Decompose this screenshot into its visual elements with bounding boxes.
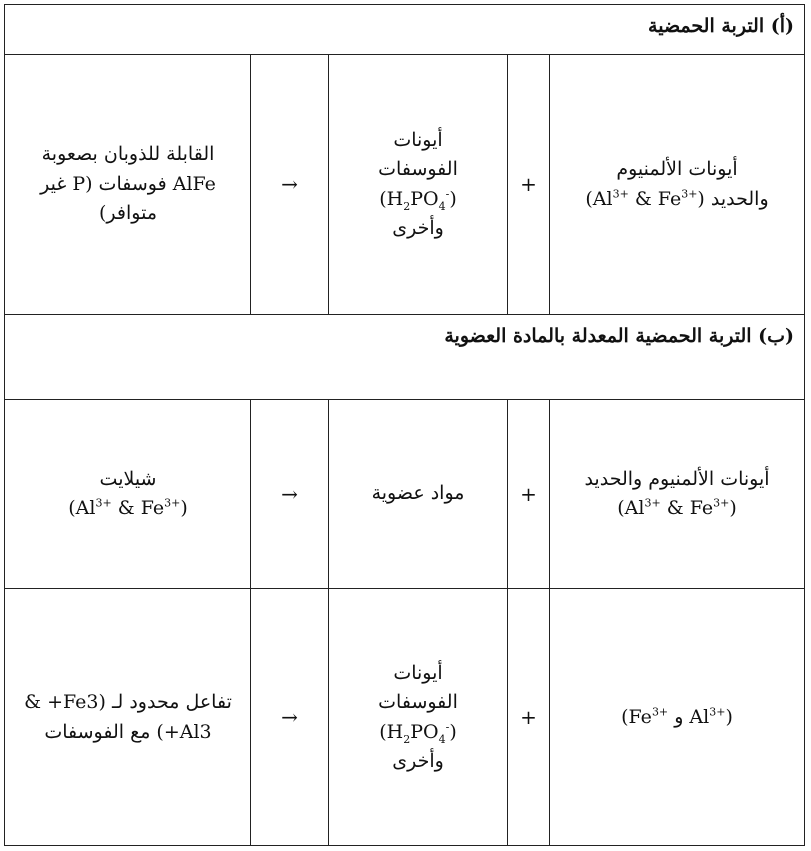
row-a-product-line2: AlFe فوسفات (P غير <box>40 172 216 195</box>
row-b2-reactant1 <box>550 589 804 846</box>
row-b1-product-line1: شيلايت <box>99 467 157 490</box>
phosphate-reaction-table <box>4 4 805 846</box>
row-b2-product <box>6 589 250 846</box>
row-b1-reactant1-formula: ($Al^{3+}$ & $Fe^{3+}$) <box>617 496 737 519</box>
row-b1-reactant1-line1: أيونات الألمنيوم والحديد <box>584 467 770 490</box>
row-a-product-line3: متوافر) <box>99 202 157 225</box>
row-b2-reactant2-line1: أيونات <box>393 661 443 684</box>
row-a-reactant2 <box>329 55 507 314</box>
row-b1-product <box>6 400 250 588</box>
row-a-reactant1-line2: والحديد <box>710 187 769 210</box>
row-b1-product-formula: ($Al^{3+}$ & $Fe^{3+}$) <box>68 496 188 519</box>
row-a-reactant2-line2: الفوسفات <box>378 158 458 181</box>
row-divider <box>5 314 804 315</box>
row-b2-reactant2 <box>329 589 507 846</box>
row-b1-arrow-icon: → <box>281 481 298 506</box>
row-a-reactant1-formula: ($Al^{3+}$ & $Fe^{3+}$) <box>585 187 705 210</box>
row-a-product <box>6 55 250 314</box>
row-a-reactant2-formula: $(H_2PO_4^-)$ <box>379 187 457 213</box>
section-b-title: (ب) التربة الحمضية المعدلة بالمادة العضوية <box>444 325 794 347</box>
row-b2-reactant2-line2: الفوسفات <box>378 691 458 714</box>
row-a-reactant1-line1: أيونات الألمنيوم <box>616 158 738 181</box>
row-b2-product-line1: تفاعل محدود لـ (Fe3+ & <box>24 691 232 714</box>
row-b1-plus: + <box>520 481 537 506</box>
row-a-arrow-icon: → <box>281 172 298 196</box>
row-b2-reactant2-formula: $(H_2PO_4^-)$ <box>379 720 457 746</box>
row-a-plus: + <box>520 172 537 196</box>
row-a-reactant1 <box>550 55 804 314</box>
row-a-reactant2-line1: أيونات <box>393 128 443 151</box>
row-b1-reactant2: مواد عضوية <box>371 482 465 505</box>
row-b2-arrow-icon: → <box>281 705 298 729</box>
row-a-product-line1: القابلة للذوبان بصعوبة <box>41 143 215 166</box>
row-b1-reactant1 <box>550 400 804 588</box>
row-b2-reactant2-line4: وأخرى <box>392 749 444 772</box>
row-b2-product-line2: Al3+) مع الفوسفات <box>44 720 212 743</box>
row-a-reactant2-line4: وأخرى <box>392 216 444 239</box>
row-b2-plus: + <box>520 705 537 729</box>
section-a-title: (أ) التربة الحمضية <box>648 15 794 37</box>
row-b2-reactant1-formula: ($Fe^{3+}$ و $Al^{3+}$) <box>621 705 733 728</box>
